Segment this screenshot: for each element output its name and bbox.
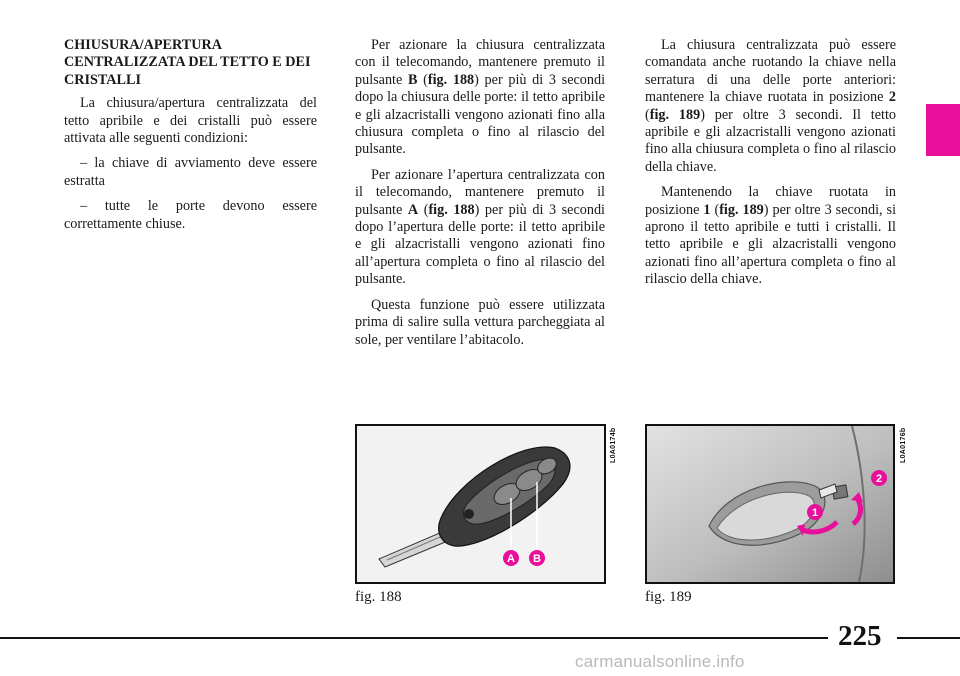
figure-code: L0A0176b [900,427,907,463]
paragraph: Mantenendo la chiave ruotata in posizione 1 (fig. 189) per oltre 3 secondi, si aprono il tetto apribile e tutti i cristalli. Il tetto apribile e gli alzacristalli vengono azionati fino all’apertura completa o fino al rilascio della chiave. [645,184,897,288]
paragraph: La chiusura/apertura centralizzata del tetto apribile e dei cristalli può essere attivata alle seguenti condizioni: [64,95,317,147]
figure-ref: fig. 189 [649,106,701,123]
marker-a-label: A [507,553,515,565]
section-heading: CHIUSURA/APERTURA CENTRALIZZATA DEL TETTO E DEI CRISTALLI [64,37,311,88]
figure-code: L0A0174b [610,427,617,463]
footer-rule-right [897,637,960,639]
figure-ref: fig. 188 [428,201,475,218]
marker-1-label: 1 [811,507,819,519]
paragraph: Per azionare l’apertura centralizzata con il telecomando, mantenere premuto il pulsante A (fig. 188) per più di 3 secondi dopo l’apertura delle porte: il tetto apribile e gli alzacristalli vengono azionati fino all’apertura completa o fino al rilascio del pulsante. [355,166,606,288]
figure-caption: fig. 189 [645,589,692,605]
door-handle-illustration [647,426,893,582]
figure-ref: fig. 189 [719,201,764,218]
paragraph: La chiusura centralizzata può essere comandata anche ruotando la chiave nella serratura di una delle porte anteriori: mantenere la chiave ruotata in posizione 2 (fig. 189) per oltre 3 secondi. Il tetto apribile e gli alzacristalli vengono azionati fino alla chiusura completa o fino al rilascio della chiave. [645,37,897,175]
paragraph: Questa funzione può essere utilizzata prima di salire sulla vettura parcheggiata al sole, per ventilare l’abitacolo. [355,296,605,348]
figure-188-key-remote [355,424,606,584]
figure-ref: fig. 188 [427,71,475,88]
paragraph: – tutte le porte devono essere correttamente chiuse. [64,198,317,232]
figure-189-door-handle [645,424,895,584]
footer-rule-left [0,637,828,639]
column-2 [355,37,605,357]
column-3 [645,37,896,297]
page-number: 225 [838,620,882,652]
position-ref-2: 2 [888,89,896,106]
figure-caption: fig. 188 [355,589,402,605]
position-ref-1: 1 [703,201,711,218]
watermark: carmanualsonline.info [575,652,745,671]
paragraph: – la chiave di avviamento deve essere estratta [64,155,317,189]
section-tab [926,104,960,156]
button-ref-b: B [407,71,418,88]
marker-2-label: 2 [875,473,883,485]
key-remote-illustration [357,426,604,582]
marker-b-label: B [533,553,541,565]
column-1 [64,37,317,241]
paragraph: Per azionare la chiusura centralizzata con il telecomando, mantenere premuto il pulsante B (fig. 188) per più di 3 secondi dopo la chiusura delle porte: il tetto apribile e gli alzacristalli vengono azionati fino alla chiusura completa o fino al rilascio del pulsante. [355,37,606,158]
button-ref-a: A [407,201,419,218]
